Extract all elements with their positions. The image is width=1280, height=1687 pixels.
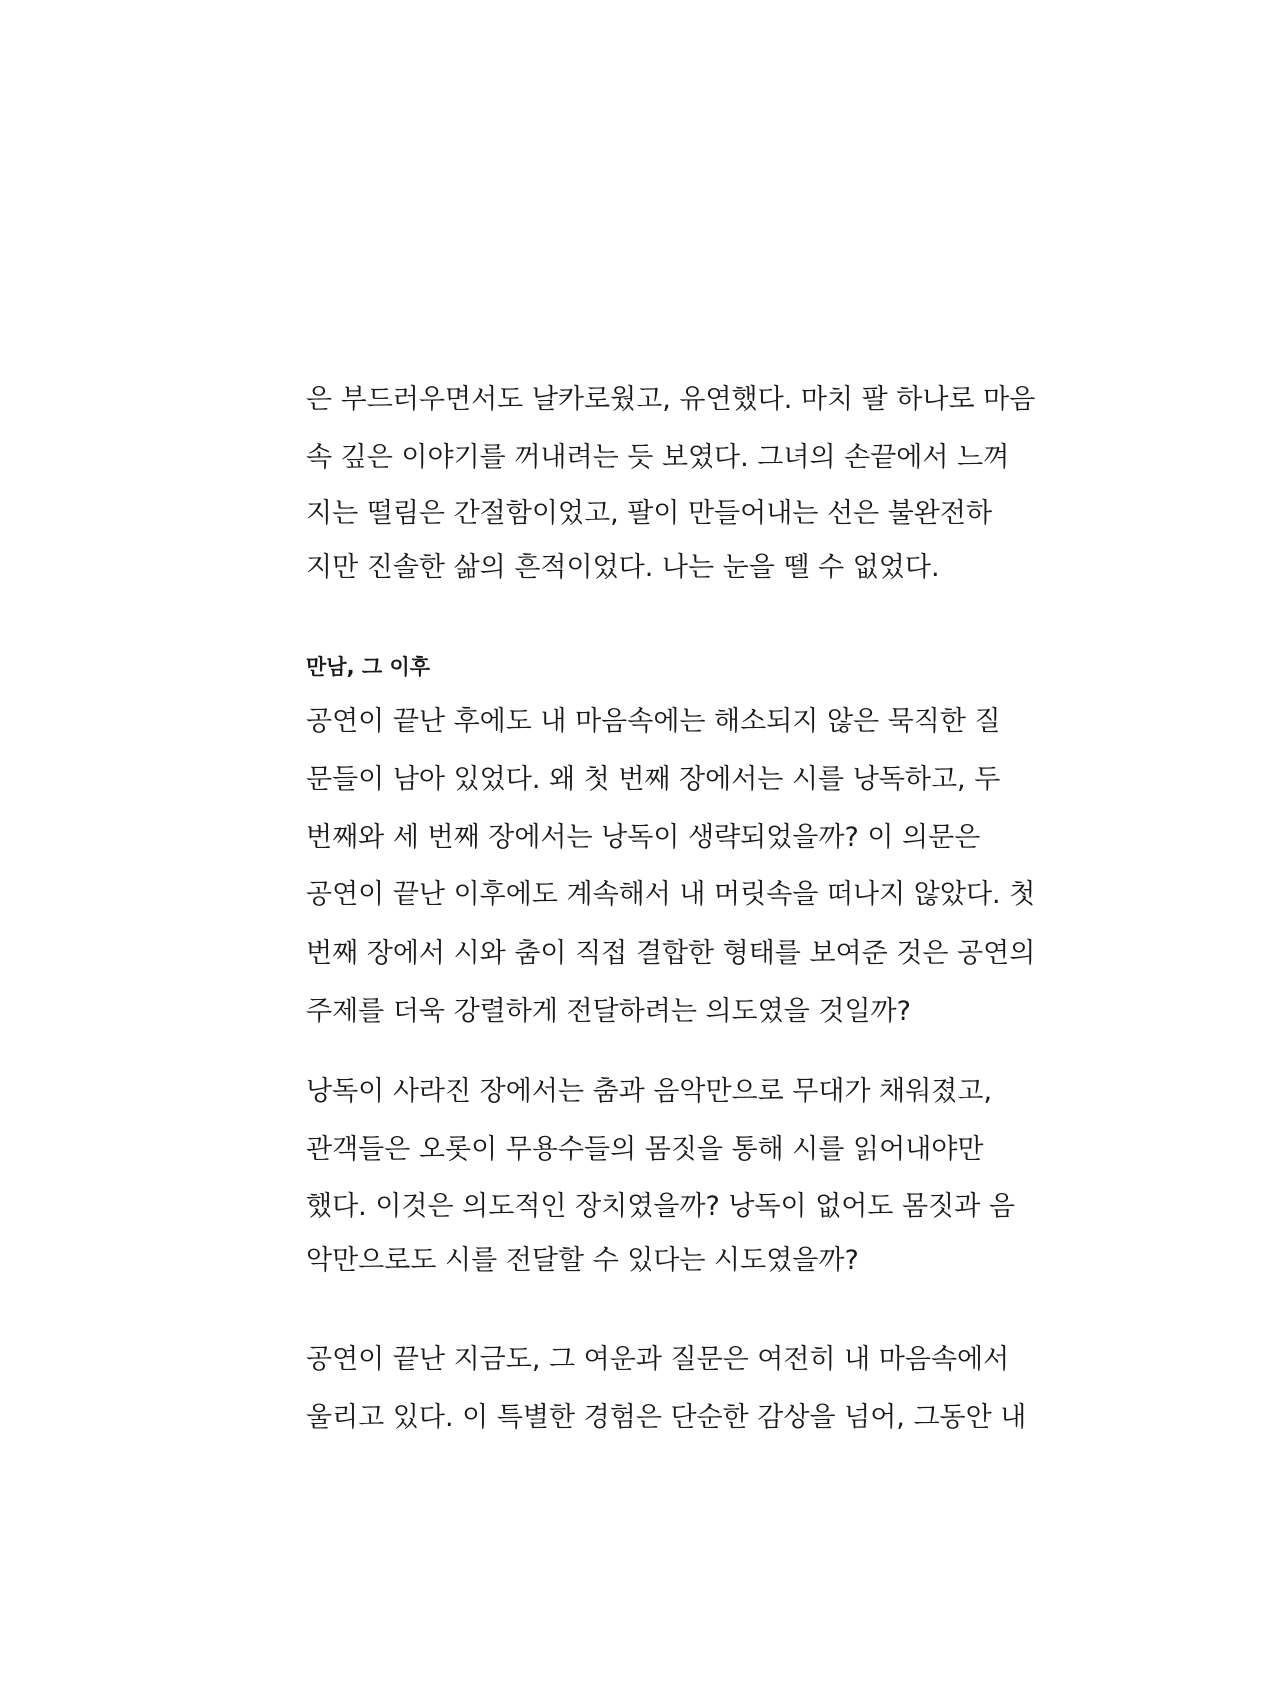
text-line: 번째와 세 번째 장에서는 낭독이 생략되었을까? 이 의문은 — [306, 822, 981, 853]
text-line: 지는 떨림은 간절함이었고, 팔이 만들어내는 선은 불완전하 — [306, 498, 993, 529]
section-heading: 만남, 그 이후 — [306, 655, 431, 679]
text-line: 공연이 끝난 후에도 내 마음속에는 해소되지 않은 묵직한 질 — [306, 706, 1001, 737]
text-line: 속 깊은 이야기를 꺼내려는 듯 보였다. 그녀의 손끝에서 느껴 — [306, 442, 1010, 473]
text-line: 주제를 더욱 강렬하게 전달하려는 의도였을 것일까? — [306, 996, 911, 1027]
text-line: 문들이 남아 있었다. 왜 첫 번째 장에서는 시를 낭독하고, 두 — [306, 764, 1001, 795]
text-line: 울리고 있다. 이 특별한 경험은 단순한 감상을 넘어, 그동안 내 — [306, 1402, 1027, 1433]
text-line: 관객들은 오롯이 무용수들의 몸짓을 통해 시를 읽어내야만 — [306, 1134, 984, 1165]
text-line: 공연이 끝난 지금도, 그 여운과 질문은 여전히 내 마음속에서 — [306, 1344, 1010, 1375]
text-line: 낭독이 사라진 장에서는 춤과 음악만으로 무대가 채워졌고, — [306, 1076, 993, 1107]
text-line: 악만으로도 시를 전달할 수 있다는 시도였을까? — [306, 1245, 859, 1276]
text-line: 번째 장에서 시와 춤이 직접 결합한 형태를 보여준 것은 공연의 — [306, 938, 1036, 969]
text-line: 은 부드러우면서도 날카로웠고, 유연했다. 마치 팔 하나로 마음 — [306, 384, 1036, 415]
text-line: 했다. 이것은 의도적인 장치였을까? 낭독이 없어도 몸짓과 음 — [306, 1191, 1015, 1222]
text-line: 지만 진솔한 삶의 흔적이었다. 나는 눈을 뗄 수 없었다. — [306, 552, 940, 583]
text-line: 공연이 끝난 이후에도 계속해서 내 머릿속을 떠나지 않았다. 첫 — [306, 879, 1036, 910]
